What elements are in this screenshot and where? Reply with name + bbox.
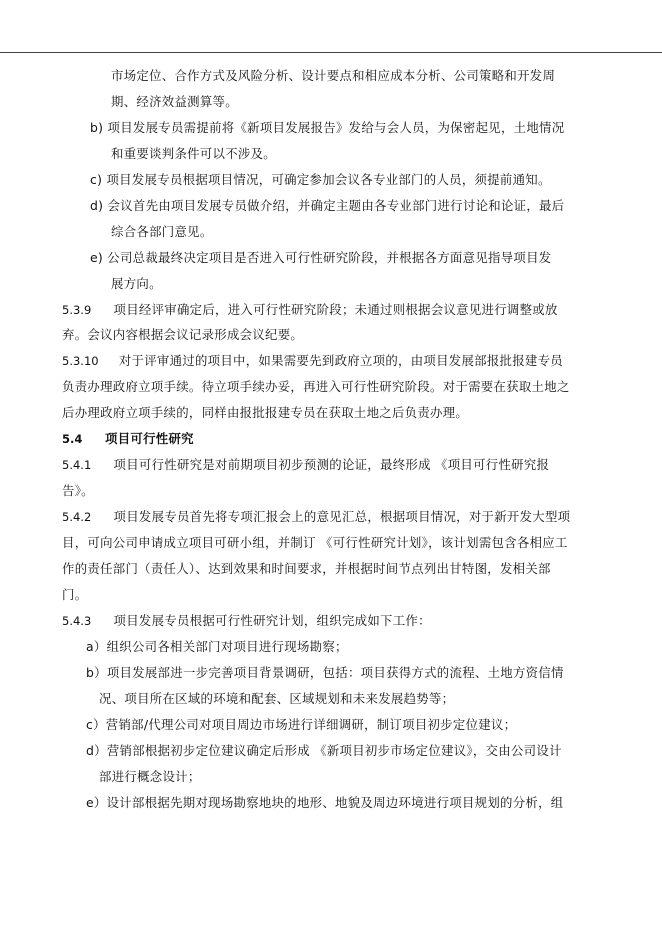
clause-number: 5.3.9 [62, 303, 92, 317]
list-item-d: d) 会议首先由项目发展专员做介绍，并确定主题由各专业部门进行讨论和论证，最后 [90, 198, 565, 213]
clause-5-3-9: 5.3.9 项目经评审确定后，进入可行性研究阶段；未通过则根据会议意见进行调整或放 [62, 302, 558, 317]
text-line: 作的责任部门（责任人）、达到效果和时间要求，并根据时间节点列出甘特图，发相关部 [62, 561, 551, 576]
section-number: 5.4 [62, 432, 83, 446]
text-line: 告》。 [62, 483, 94, 498]
text-line: 和重要谈判条件可以不涉及。 [111, 146, 276, 161]
text-line: 部进行概念设计； [99, 769, 201, 784]
section-heading-5-4: 5.4 项目可行性研究 [62, 431, 194, 446]
list-item-e: e) 公司总裁最终决定项目是否进入可行性研究阶段，并根据各方面意见指导项目发 [90, 250, 552, 265]
clause-number: 5.4.1 [62, 458, 92, 472]
list-item-e: e）设计部根据先期对现场勘察地块的地形、地貌及周边环境进行项目规划的分析，组 [86, 795, 564, 810]
text-line: 期、经济效益测算等。 [111, 94, 238, 109]
text-line: 目，可向公司申请成立项目可研小组，并制订 《可行性研究计划》，该计划需包含各相应工 [62, 535, 568, 550]
text-line: 展方向。 [111, 276, 162, 291]
list-item-b: b) 项目发展专员需提前将《新项目发展报告》发给与会人员，为保密起见，土地情况 [90, 120, 565, 135]
text-line: 负责办理政府立项手续。待立项手续办妥，再进入可行性研究阶段。对于需要在获取土地之 [62, 379, 570, 394]
clause-5-3-10: 5.3.10 对于评审通过的项目中，如果需要先到政府立项的，由项目发展部报批报建专员 [62, 353, 563, 368]
text-line: 综合各部门意见。 [111, 224, 213, 239]
list-item-a: a）组织公司各相关部门对项目进行现场勘察； [86, 639, 348, 654]
clause-number: 5.4.3 [62, 614, 92, 628]
text-line: 况、项目所在区域的环境和配套、区域规划和未来发展趋势等； [99, 691, 455, 706]
list-item-d: d）营销部根据初步定位建议确定后形成 《新项目初步市场定位建议》，交由公司设计 [86, 743, 562, 758]
list-item-c: c）营销部/代理公司对项目周边市场进行详细调研，制订项目初步定位建议； [86, 717, 517, 732]
text-line: 后办理政府立项手续的，同样由报批报建专员在获取土地之后负责办理。 [62, 405, 469, 420]
clause-5-4-2: 5.4.2 项目发展专员首先将专项汇报会上的意见汇总，根据项目情况，对于新开发大型项 [62, 509, 571, 524]
text-line: 门。 [62, 587, 88, 602]
list-item-b: b）项目发展部进一步完善项目背景调研，包括：项目获得方式的流程、土地方资信情 [86, 665, 564, 680]
clause-number: 5.3.10 [62, 354, 99, 368]
text-line: 市场定位、合作方式及风险分析、设计要点和相应成本分析、公司策略和开发周 [111, 68, 556, 83]
clause-5-4-3: 5.4.3 项目发展专员根据可行性研究计划，组织完成如下工作： [62, 613, 431, 628]
clause-5-4-1: 5.4.1 项目可行性研究是对前期项目初步预测的论证，最终形成 《项目可行性研究报 [62, 457, 550, 472]
clause-number: 5.4.2 [62, 510, 92, 524]
text-line: 弃。会议内容根据会议记录形成会议纪要。 [62, 327, 304, 342]
list-item-c: c) 项目发展专员根据项目情况，可确定参加会议各专业部门的人员，须提前通知。 [90, 172, 551, 187]
